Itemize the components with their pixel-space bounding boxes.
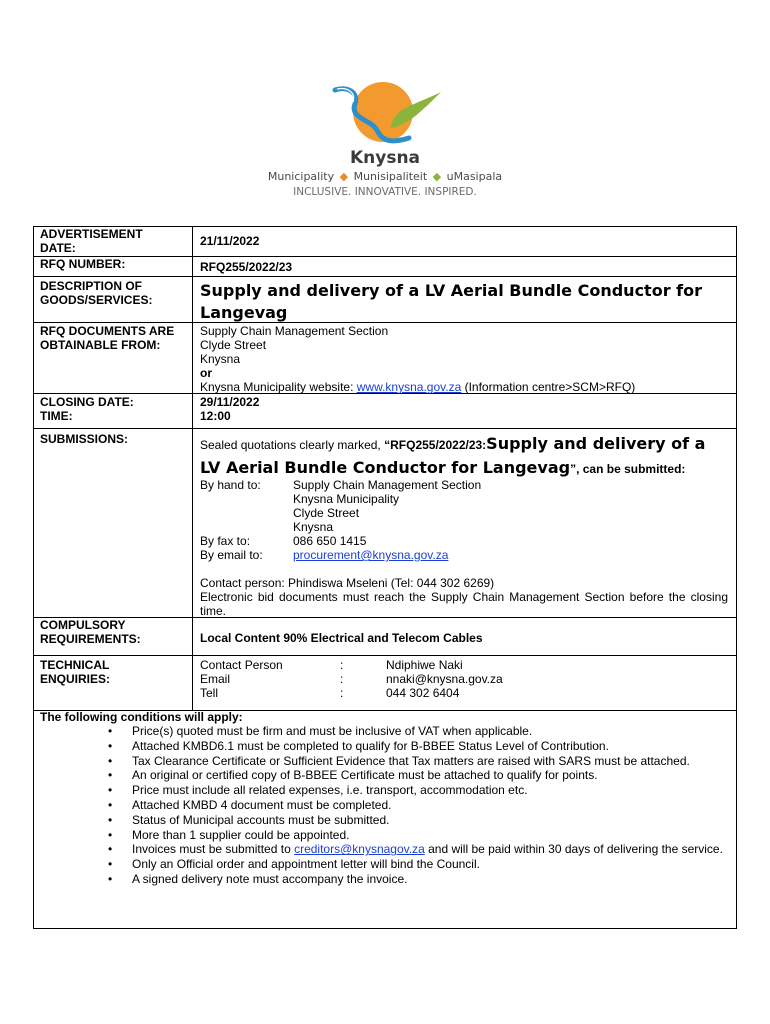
table-column-divider — [192, 226, 193, 711]
submissions-title-part2: LV Aerial Bundle Conductor for Langevag — [200, 458, 571, 477]
tagline-umasipala: uMasipala — [446, 170, 503, 183]
obtainable-details — [200, 324, 635, 394]
submissions-title-part1: Supply and delivery of a — [486, 434, 706, 453]
advertisement-date-label: ADVERTISEMENT DATE: — [40, 227, 143, 255]
obtainable-line: Clyde Street — [200, 338, 267, 352]
condition-item: • Price(s) quoted must be firm and must be inclusive of VAT when applicable. — [132, 724, 730, 739]
tagline-separator-icon: ◆ — [339, 170, 349, 183]
advertisement-date-value: 21/11/2022 — [200, 234, 260, 248]
row-divider — [33, 276, 737, 277]
compulsory-label: COMPULSORY REQUIREMENTS: — [40, 618, 141, 646]
condition-item: • More than 1 supplier could be appointed. — [132, 828, 730, 843]
description-label: DESCRIPTION OF GOODS/SERVICES: — [40, 279, 153, 307]
technical-key: Contact Person — [200, 658, 283, 672]
electronic-note: Electronic bid documents must reach the Supply Chain Management Section before the closing time. — [200, 590, 728, 618]
condition-item-invoice — [132, 842, 730, 857]
tagline-separator-icon: ◆ — [432, 170, 442, 183]
technical-key: Email — [200, 672, 231, 686]
submissions-heading — [200, 433, 730, 482]
obtainable-line: Supply Chain Management Section — [200, 324, 389, 338]
submissions-intro: Sealed quotations clearly marked, — [200, 438, 385, 452]
technical-value: Ndiphiwe Naki — [386, 658, 463, 672]
logo-tagline — [0, 170, 770, 183]
by-fax-value: 086 650 1415 — [293, 534, 367, 548]
submissions-marked: “RFQ255/2022/23: — [384, 438, 487, 452]
knysna-logo-icon — [325, 78, 445, 148]
by-hand-line: Clyde Street — [293, 506, 360, 520]
website-link[interactable]: www.knysna.gov.za — [356, 380, 462, 394]
closing-date-value: 29/11/2022 — [200, 395, 260, 409]
website-prefix: Knysna Municipality website: — [200, 380, 357, 394]
by-hand-line: Knysna Municipality — [293, 492, 400, 506]
tagline-municipality: Municipality — [267, 170, 335, 183]
condition-item: • Only an Official order and appointment letter will bind the Council. — [132, 857, 730, 872]
invoice-suffix: and will be paid within 30 days of delivering the service. — [424, 842, 723, 857]
condition-item: • Status of Municipal accounts must be submitted. — [132, 813, 730, 828]
row-divider — [33, 256, 737, 257]
rfq-number-label: RFQ NUMBER: — [40, 257, 126, 271]
obtainable-label: RFQ DOCUMENTS ARE OBTAINABLE FROM: — [40, 324, 175, 352]
conditions-title: The following conditions will apply: — [40, 710, 243, 724]
condition-item: • Attached KMBD 4 document must be completed. — [132, 798, 730, 813]
technical-sep: : — [340, 658, 344, 672]
tagline-munisipaliteit: Munisipaliteit — [353, 170, 428, 183]
condition-item: • Tax Clearance Certificate or Sufficient Evidence that Tax matters are raised with SARS must be attached. — [132, 754, 730, 769]
conditions-section — [40, 710, 730, 887]
closing-time-value: 12:00 — [200, 409, 231, 423]
obtainable-line: Knysna — [200, 352, 241, 366]
condition-item: • An original or certified copy of B-BBEE Certificate must be attached to qualify for points. — [132, 768, 730, 783]
submissions-label: SUBMISSIONS: — [40, 432, 129, 446]
technical-label: TECHNICAL ENQUIRIES: — [40, 658, 111, 686]
closing-time-label: TIME: — [40, 409, 73, 423]
technical-sep: : — [340, 672, 344, 686]
website-suffix: (Information centre>SCM>RFQ) — [461, 380, 636, 394]
by-fax-label: By fax to: — [200, 534, 251, 548]
by-hand-address — [293, 478, 481, 534]
by-email-label: By email to: — [200, 548, 263, 562]
submissions-outro: ”, can be submitted: — [570, 462, 686, 476]
obtainable-or: or — [200, 366, 212, 380]
condition-item: • A signed delivery note must accompany the invoice. — [132, 872, 730, 887]
technical-value: 044 302 6404 — [386, 686, 460, 700]
condition-item: • Price must include all related expenses, i.e. transport, accommodation etc. — [132, 783, 730, 798]
closing-date-label: CLOSING DATE: — [40, 395, 134, 409]
row-divider — [33, 655, 737, 656]
by-hand-line: Supply Chain Management Section — [293, 478, 482, 492]
invoice-prefix: Invoices must be submitted to — [132, 842, 295, 857]
compulsory-value: Local Content 90% Electrical and Telecom Cables — [200, 631, 483, 645]
submission-email-link[interactable]: procurement@knysna.gov.za — [293, 548, 449, 562]
conditions-list — [40, 724, 730, 887]
technical-sep: : — [340, 686, 344, 700]
description-value: Supply and delivery of a LV Aerial Bundle Conductor for Langevag — [200, 281, 702, 322]
row-divider — [33, 428, 737, 429]
logo-motto: INCLUSIVE. INNOVATIVE. INSPIRED. — [293, 186, 477, 198]
by-hand-line: Knysna — [293, 520, 334, 534]
header-logo — [0, 0, 770, 220]
rfq-number-value: RFQ255/2022/23 — [200, 260, 293, 274]
logo-name: Knysna — [349, 148, 421, 168]
by-hand-label: By hand to: — [200, 478, 261, 492]
technical-value: nnaki@knysna.gov.za — [386, 672, 503, 686]
creditors-email-link[interactable]: creditors@knysnagov.za — [294, 842, 425, 857]
contact-person: Contact person: Phindiswa Mseleni (Tel: 044 302 6269) — [200, 576, 495, 590]
condition-item: • Attached KMBD6.1 must be completed to qualify for B-BBEE Status Level of Contribution. — [132, 739, 730, 754]
technical-key: Tell — [200, 686, 219, 700]
obtainable-website-line — [200, 380, 635, 394]
